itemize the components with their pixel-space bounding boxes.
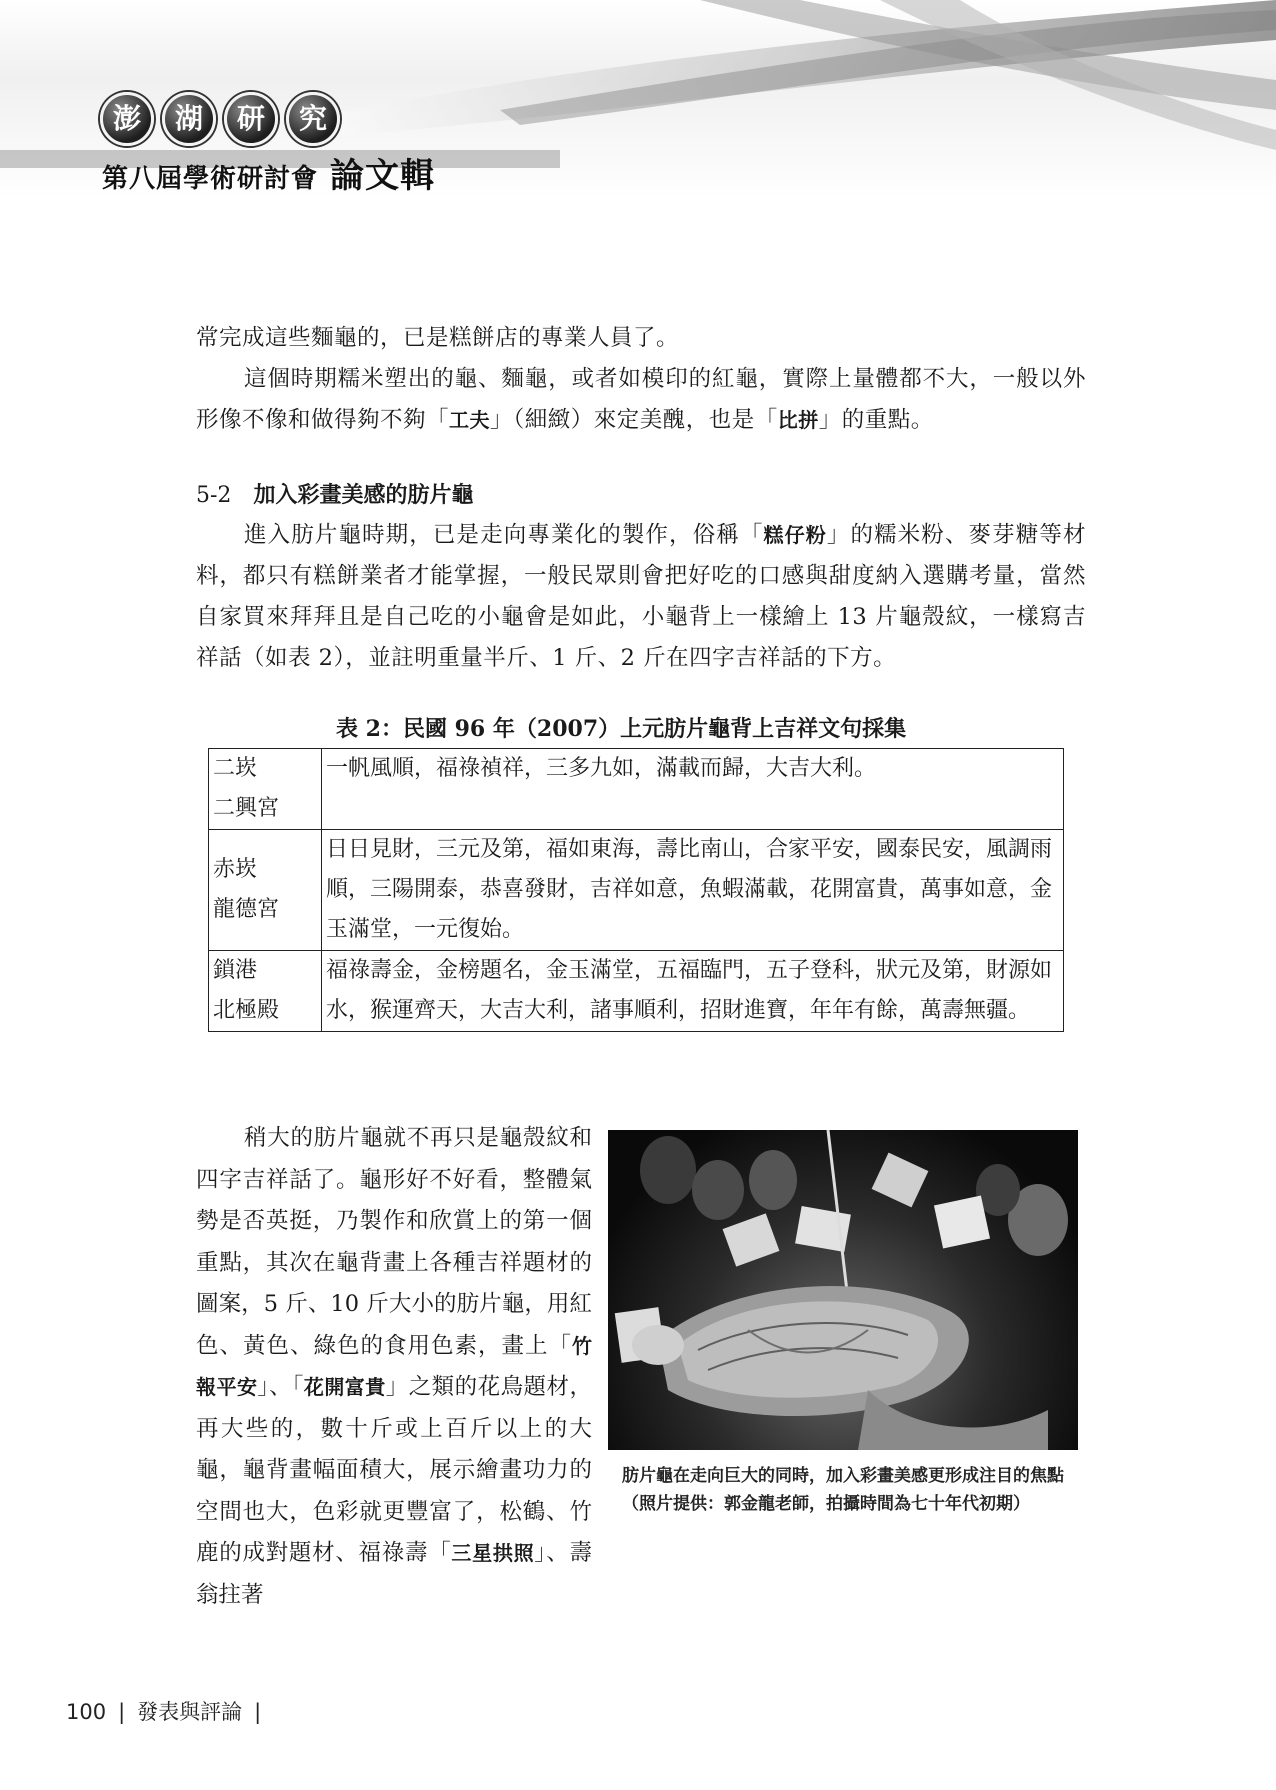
text-run: 進入肪片龜時期，已是走向專業化的製作，俗稱「: [244, 522, 764, 548]
section-label: 發表與評論: [137, 1700, 243, 1724]
column-paragraph: [196, 1118, 592, 1616]
blessing-phrases-table: [208, 748, 1064, 1032]
table-caption: 表 2：民國 96 年（2007）上元肪片龜背上吉祥文句採集: [336, 716, 907, 742]
subtitle-text: 第八屆學術研討會: [102, 164, 319, 194]
section-title: 加入彩畫美感的肪片龜: [253, 482, 474, 508]
emphasis-term: 比拼: [777, 408, 819, 432]
table-row: [209, 951, 1064, 1032]
emphasis-term: 糕仔粉: [763, 523, 827, 547]
text-run: 這個時期糯米塑出的龜、麵龜，或者如模印的紅龜，實際上量體都不大，一般以外形像不像和做得夠不夠「: [196, 366, 1086, 433]
series-title-badges: [100, 92, 340, 146]
temple-cell: [209, 830, 322, 951]
text-run: 」（細緻）來定美醜，也是「: [490, 407, 778, 433]
temple-name: 北極殿: [213, 998, 280, 1023]
temple-name: 二興宮: [213, 796, 280, 821]
text-run: 稍大的肪片龜就不再只是龜殼紋和四字吉祥話了。龜形好不好看，整體氣勢是否英挺，乃製作和欣賞上的第一個重點，其次在龜背畫上各種吉祥題材的圖案，5 斤、10 斤大小的肪片龜，用紅色、黃色、綠色的食用色素，畫上「: [196, 1125, 592, 1359]
paragraph: [196, 1118, 592, 1616]
text-run: 」、「: [257, 1374, 304, 1400]
separator: |: [118, 1700, 126, 1724]
emphasis-term: 花開富貴: [303, 1375, 386, 1399]
phrases-cell: 一帆風順，福祿禎祥，三多九如，滿載而歸，大吉大利。: [322, 749, 1064, 830]
series-badge: 澎: [100, 92, 154, 146]
publication-subtitle: [102, 148, 435, 197]
section-heading: [196, 478, 473, 509]
section-number: 5-2: [196, 483, 232, 508]
photo-caption: 肪片龜在走向巨大的同時，加入彩畫美感更形成注目的焦點（照片提供：郭金龍老師，拍攝時間為七十年代初期）: [622, 1466, 1064, 1514]
emphasis-term: 三星拱照: [451, 1541, 535, 1565]
text-run: 」之類的花鳥題材，再大些的，數十斤或上百斤以上的大龜，龜背畫幅面積大，展示繪畫功力的空間也大，色彩就更豐富了，松鶴、竹鹿的成對題材、福祿壽「: [196, 1374, 592, 1566]
text-run: 」、壽翁拄著: [196, 1540, 592, 1608]
subtitle-suffix: 論文輯: [330, 156, 436, 196]
phrases-cell: 福祿壽金，金榜題名，金玉滿堂，五福臨門，五子登科，狀元及第，財源如水，猴運齊天，大吉大利，諸事順利，招財進寶，年年有餘，萬壽無疆。: [322, 951, 1064, 1032]
series-badge: 究: [286, 92, 340, 146]
series-badge: 研: [224, 92, 278, 146]
village-name: 赤崁: [213, 857, 258, 882]
turtle-cake-photo: [608, 1130, 1078, 1450]
emphasis-term: 竹報平安: [196, 1333, 592, 1399]
paragraph: [196, 359, 1086, 441]
temple-name: 龍德宮: [213, 897, 280, 922]
photo-illustration: [608, 1130, 1078, 1450]
phrases-cell: 日日見財，三元及第，福如東海，壽比南山，合家平安，國泰民安，風調雨順，三陽開泰，恭喜發財，吉祥如意，魚蝦滿載，花開富貴，萬事如意，金玉滿堂，一元復始。: [322, 830, 1064, 951]
paragraph: [196, 515, 1086, 679]
separator: |: [254, 1700, 262, 1724]
text-run: 」的重點。: [818, 407, 934, 433]
page-footer: [66, 1696, 273, 1726]
text-run: 」的糯米粉、麥芽糖等材料，都只有糕餅業者才能掌握，一般民眾則會把好吃的口感與甜度納入選購考量，當然自家買來拜拜且是自己吃的小龜會是如此，小龜背上一樣繪上 13 片龜殼紋，一樣寫吉祥話（如表 2），並註明重量半斤、1 斤、2 斤在四字吉祥話的下方。: [196, 522, 1086, 671]
section-body: [196, 515, 1086, 679]
emphasis-term: 工夫: [449, 408, 491, 432]
table-row: [209, 749, 1064, 830]
page-number: 100: [66, 1700, 107, 1724]
temple-cell: [209, 951, 322, 1032]
series-badge: 湖: [162, 92, 216, 146]
village-name: 鎖港: [213, 958, 258, 983]
temple-cell: [209, 749, 322, 830]
table-row: [209, 830, 1064, 951]
village-name: 二崁: [213, 756, 258, 781]
paragraph-continuation: 常完成這些麵龜的，已是糕餅店的專業人員了。: [196, 325, 680, 351]
page-header: [0, 0, 1276, 200]
top-paragraphs: [196, 318, 1086, 441]
